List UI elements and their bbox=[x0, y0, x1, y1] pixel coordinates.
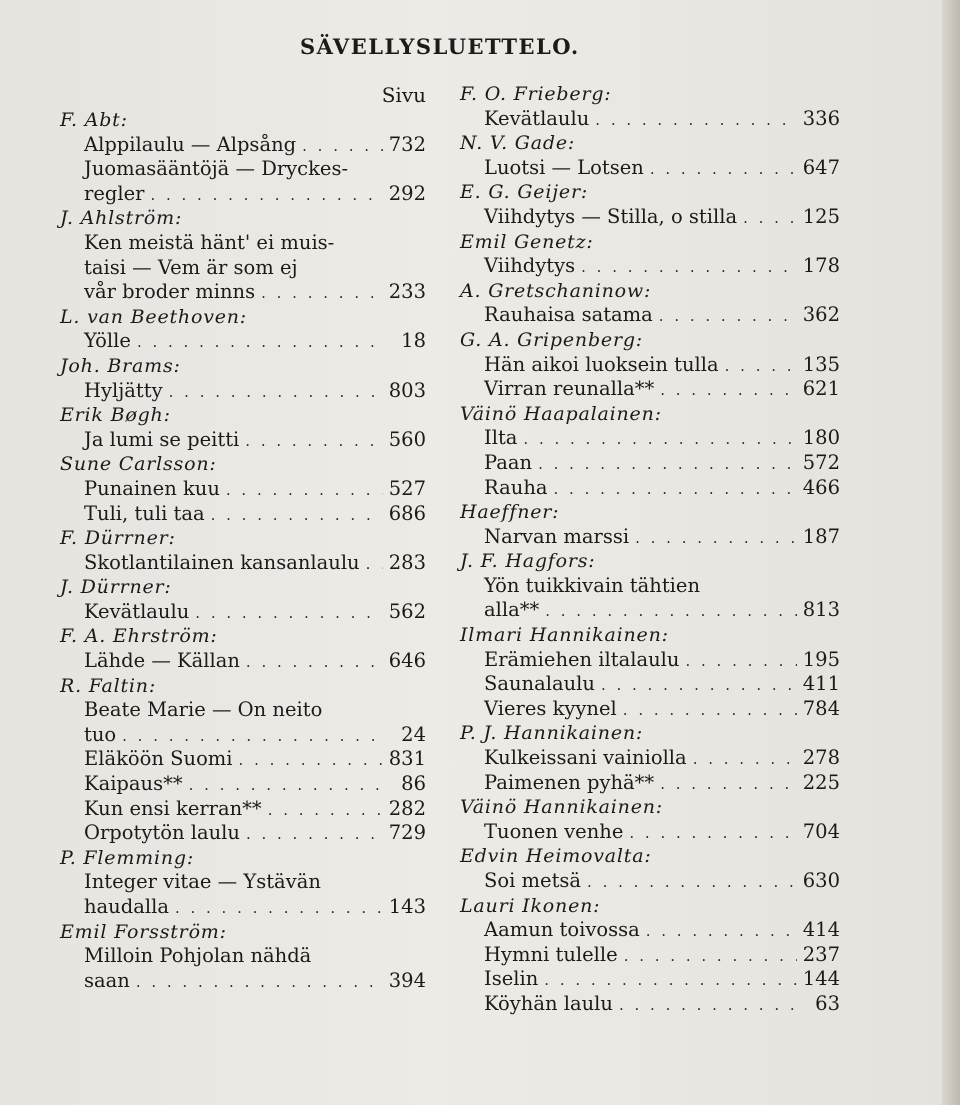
page-number: 686 bbox=[388, 501, 426, 525]
song-title: Saunalaulu bbox=[484, 672, 595, 696]
page-number: 784 bbox=[802, 696, 840, 720]
song-title: Paimenen pyhä** bbox=[484, 770, 655, 794]
dot-leader bbox=[685, 649, 796, 674]
page-number: 729 bbox=[388, 821, 426, 845]
song-entry bbox=[60, 551, 426, 576]
song-entry bbox=[60, 182, 426, 207]
dot-leader bbox=[195, 601, 382, 626]
page-number: 831 bbox=[388, 747, 426, 771]
page-number: 647 bbox=[802, 155, 840, 179]
song-entry bbox=[60, 502, 426, 527]
song-title: Hymni tulelle bbox=[484, 942, 618, 966]
composer-name: J. Ahlström: bbox=[60, 207, 183, 230]
page-number: 572 bbox=[802, 450, 840, 474]
song-title: Kulkeissani vainiolla bbox=[484, 746, 687, 770]
page-number: 225 bbox=[802, 770, 840, 794]
song-title: Beate Marie — On neito bbox=[84, 698, 323, 722]
song-entry bbox=[60, 821, 426, 846]
left-column bbox=[60, 82, 426, 993]
song-title: haudalla bbox=[84, 895, 169, 918]
composer-name: Sune Carlsson: bbox=[60, 453, 217, 476]
song-entry bbox=[460, 967, 840, 992]
dot-leader bbox=[150, 183, 382, 208]
song-entry bbox=[60, 428, 426, 453]
song-title: Virran reunalla** bbox=[484, 377, 655, 401]
song-entry bbox=[60, 698, 426, 723]
song-entry bbox=[460, 377, 840, 402]
page-number: 187 bbox=[802, 524, 840, 548]
dot-leader bbox=[239, 748, 383, 773]
song-entry bbox=[60, 649, 426, 674]
song-title: Iselin bbox=[484, 967, 539, 991]
dot-leader bbox=[623, 698, 797, 723]
song-entry bbox=[460, 918, 840, 943]
page-number: 283 bbox=[388, 550, 426, 574]
song-entry bbox=[60, 379, 426, 404]
dot-leader bbox=[660, 772, 797, 797]
song-entry bbox=[60, 280, 426, 305]
page-number: 803 bbox=[388, 378, 426, 402]
dot-leader bbox=[635, 526, 797, 551]
song-title: Ken meistä hänt' ei muis- bbox=[84, 230, 335, 254]
song-title: Ilta bbox=[484, 426, 518, 450]
dot-leader bbox=[169, 380, 383, 405]
composer-name: J. Dürrner: bbox=[60, 576, 172, 599]
song-title: Narvan marssi bbox=[484, 524, 630, 548]
song-entry bbox=[460, 476, 840, 501]
song-entry bbox=[460, 353, 840, 378]
song-entry bbox=[60, 772, 426, 797]
page-number: 813 bbox=[802, 598, 840, 622]
song-title: Skotlantilainen kansanlaulu bbox=[84, 550, 360, 574]
dot-leader bbox=[261, 281, 383, 306]
dot-leader bbox=[302, 134, 383, 159]
composer-name: E. G. Geijer: bbox=[460, 181, 589, 204]
page-number: 282 bbox=[388, 796, 426, 820]
composer-name: L. van Beethoven: bbox=[60, 305, 248, 328]
dot-leader bbox=[268, 798, 383, 823]
song-entry bbox=[60, 944, 426, 969]
song-entry bbox=[460, 426, 840, 451]
page-number: 527 bbox=[388, 476, 426, 500]
dot-leader bbox=[660, 378, 797, 403]
composer-list-left bbox=[60, 108, 426, 993]
dot-leader bbox=[366, 552, 383, 577]
composer-name: F. O. Frieberg: bbox=[460, 83, 612, 105]
composer-name: Emil Genetz: bbox=[460, 230, 594, 253]
song-entry bbox=[60, 747, 426, 772]
dot-leader bbox=[725, 354, 797, 379]
song-title: Hyljätty bbox=[84, 378, 163, 402]
page-number: 630 bbox=[802, 869, 840, 892]
song-entry bbox=[60, 231, 426, 256]
song-title: Aamun toivossa bbox=[484, 918, 640, 942]
dot-leader bbox=[619, 993, 800, 1018]
composer-name: N. V. Gade: bbox=[460, 132, 576, 155]
page-number: 292 bbox=[388, 181, 426, 205]
page-number: 560 bbox=[388, 427, 426, 451]
page-number: 336 bbox=[802, 106, 840, 130]
song-entry bbox=[460, 254, 840, 279]
song-entry bbox=[60, 895, 426, 920]
song-title: Viihdytys bbox=[484, 254, 576, 278]
song-entry bbox=[460, 574, 840, 599]
page-number: 180 bbox=[802, 426, 840, 450]
song-title: Köyhän laulu bbox=[484, 991, 613, 1015]
dot-leader bbox=[538, 452, 797, 477]
song-title: regler bbox=[84, 181, 145, 205]
song-entry bbox=[460, 746, 840, 771]
dot-leader bbox=[122, 724, 386, 749]
dot-leader bbox=[646, 919, 797, 944]
page-number: 411 bbox=[802, 672, 840, 696]
song-entry bbox=[460, 672, 840, 697]
page-number: 646 bbox=[388, 649, 426, 673]
song-title: Orpotytön laulu bbox=[84, 821, 240, 845]
song-title: Tuli, tuli taa bbox=[84, 501, 205, 525]
dot-leader bbox=[581, 255, 797, 280]
dot-leader bbox=[226, 478, 383, 503]
dot-leader bbox=[137, 330, 386, 355]
composer-name: Ilmari Hannikainen: bbox=[460, 624, 669, 647]
composer-name: Erik Bøgh: bbox=[60, 404, 171, 427]
song-entry bbox=[60, 723, 426, 748]
song-entry bbox=[60, 133, 426, 158]
dot-leader bbox=[545, 599, 797, 624]
song-entry bbox=[460, 943, 840, 968]
composer-name: G. A. Gripenberg: bbox=[460, 328, 644, 351]
song-entry bbox=[460, 205, 840, 230]
dot-leader bbox=[587, 870, 797, 895]
page-number: 394 bbox=[388, 968, 426, 992]
song-entry bbox=[460, 992, 840, 1017]
composer-name: F. Dürrner: bbox=[60, 527, 176, 550]
song-title: Kun ensi kerran** bbox=[84, 796, 262, 820]
song-title: Tuonen venhe bbox=[484, 819, 624, 843]
song-title: Paan bbox=[484, 450, 533, 474]
dot-leader bbox=[246, 822, 383, 847]
song-entry bbox=[60, 600, 426, 625]
song-title: Kevätlaulu bbox=[84, 599, 190, 623]
song-title: Lähde — Källan bbox=[84, 649, 240, 673]
song-title: Hän aikoi luoksein tulla bbox=[484, 352, 719, 376]
dot-leader bbox=[544, 968, 796, 993]
page-column-header: Sivu bbox=[381, 83, 426, 107]
song-entry bbox=[460, 869, 840, 894]
song-entry bbox=[460, 451, 840, 476]
composer-name: A. Gretschaninow: bbox=[460, 279, 652, 302]
song-entry bbox=[60, 157, 426, 182]
song-entry bbox=[60, 969, 426, 994]
song-title: Kevätlaulu bbox=[484, 106, 590, 130]
song-title: Alppilaulu — Alpsång bbox=[84, 132, 297, 156]
dot-leader bbox=[595, 108, 796, 133]
song-entry bbox=[460, 598, 840, 623]
song-entry bbox=[460, 303, 840, 328]
page-number: 237 bbox=[802, 942, 840, 966]
composer-name: Emil Forsström: bbox=[60, 920, 227, 943]
song-title: vår broder minns bbox=[84, 280, 256, 304]
dot-leader bbox=[523, 427, 796, 452]
song-entry bbox=[60, 477, 426, 502]
composer-name: F. A. Ehrström: bbox=[60, 625, 218, 648]
song-title: Rauhaisa satama bbox=[484, 303, 653, 327]
composer-name: Väinö Hannikainen: bbox=[460, 796, 663, 819]
song-title: Soi metsä bbox=[484, 869, 582, 892]
composer-name: Edvin Heimovalta: bbox=[460, 845, 652, 868]
dot-leader bbox=[245, 429, 382, 454]
dot-leader bbox=[629, 821, 796, 846]
page-number: 135 bbox=[802, 352, 840, 376]
song-title: Punainen kuu bbox=[84, 476, 220, 500]
song-title: saan bbox=[84, 968, 130, 992]
song-title: Milloin Pohjolan nähdä bbox=[84, 944, 312, 968]
page-number: 18 bbox=[401, 329, 426, 353]
page-number: 86 bbox=[401, 772, 426, 796]
song-entry bbox=[460, 525, 840, 550]
dot-leader bbox=[743, 206, 797, 231]
page-number: 621 bbox=[802, 377, 840, 401]
composer-list-right bbox=[460, 82, 840, 1017]
dot-leader bbox=[659, 304, 797, 329]
song-title: Eläköön Suomi bbox=[84, 747, 233, 771]
page-number: 362 bbox=[802, 303, 840, 327]
dot-leader bbox=[211, 503, 383, 528]
dot-leader bbox=[175, 896, 383, 921]
composer-name: P. Flemming: bbox=[60, 846, 195, 869]
song-entry bbox=[60, 329, 426, 354]
song-title: Yön tuikkivain tähtien bbox=[484, 573, 701, 597]
song-title: Kaipaus** bbox=[84, 772, 183, 796]
song-title: taisi — Vem är som ej bbox=[84, 255, 298, 279]
dot-leader bbox=[554, 477, 797, 502]
dot-leader bbox=[624, 944, 797, 969]
page-number: 178 bbox=[802, 254, 840, 278]
page-number: 466 bbox=[802, 475, 840, 499]
page-number: 732 bbox=[388, 132, 426, 156]
song-entry bbox=[460, 648, 840, 673]
song-title: tuo bbox=[84, 722, 117, 746]
page-number: 195 bbox=[802, 647, 840, 671]
page-number: 24 bbox=[401, 722, 426, 746]
composer-name: R. Faltin: bbox=[60, 674, 157, 697]
right-column bbox=[460, 82, 840, 1017]
page-number: 233 bbox=[388, 280, 426, 304]
page-number: 562 bbox=[388, 599, 426, 623]
dot-leader bbox=[246, 650, 383, 675]
dot-leader bbox=[650, 157, 797, 182]
page-edge bbox=[942, 0, 960, 1105]
page-number: 63 bbox=[815, 991, 840, 1015]
song-title: Integer vitae — Ystävän bbox=[84, 870, 321, 894]
song-entry bbox=[460, 771, 840, 796]
song-title: alla** bbox=[484, 598, 540, 622]
song-entry bbox=[60, 256, 426, 281]
song-entry bbox=[60, 797, 426, 822]
composer-name: Haeffner: bbox=[460, 501, 560, 524]
song-entry bbox=[60, 870, 426, 895]
song-title: Rauha bbox=[484, 475, 548, 499]
song-title: Viihdytys — Stilla, o stilla bbox=[484, 204, 738, 228]
song-title: Erämiehen iltalaulu bbox=[484, 647, 680, 671]
song-entry bbox=[460, 820, 840, 845]
composer-name: P. J. Hannikainen: bbox=[460, 722, 644, 745]
song-title: Ja lumi se peitti bbox=[84, 427, 240, 451]
dot-leader bbox=[189, 773, 386, 798]
page-number: 125 bbox=[802, 204, 840, 228]
dot-leader bbox=[693, 747, 797, 772]
composer-name: F. Abt: bbox=[60, 109, 128, 131]
composer-name: Lauri Ikonen: bbox=[460, 894, 601, 917]
page-number: 144 bbox=[802, 967, 840, 991]
page-number: 414 bbox=[802, 918, 840, 942]
composer-name: J. F. Hagfors: bbox=[460, 550, 596, 573]
composer-name: Väinö Haapalainen: bbox=[460, 402, 662, 425]
song-title: Luotsi — Lotsen bbox=[484, 155, 644, 179]
dot-leader bbox=[136, 970, 383, 995]
song-title: Juomasääntöjä — Dryckes- bbox=[84, 157, 349, 181]
dot-leader bbox=[601, 673, 797, 698]
song-entry bbox=[460, 107, 840, 132]
song-entry bbox=[460, 156, 840, 181]
page-title: SÄVELLYSLUETTELO. bbox=[300, 34, 580, 59]
song-title: Vieres kyynel bbox=[484, 696, 617, 720]
page-number: 278 bbox=[802, 746, 840, 770]
page-number: 704 bbox=[802, 819, 840, 843]
composer-name: Joh. Brams: bbox=[60, 354, 181, 377]
song-entry bbox=[460, 697, 840, 722]
song-title: Yölle bbox=[84, 329, 131, 353]
page-number: 143 bbox=[388, 895, 426, 918]
